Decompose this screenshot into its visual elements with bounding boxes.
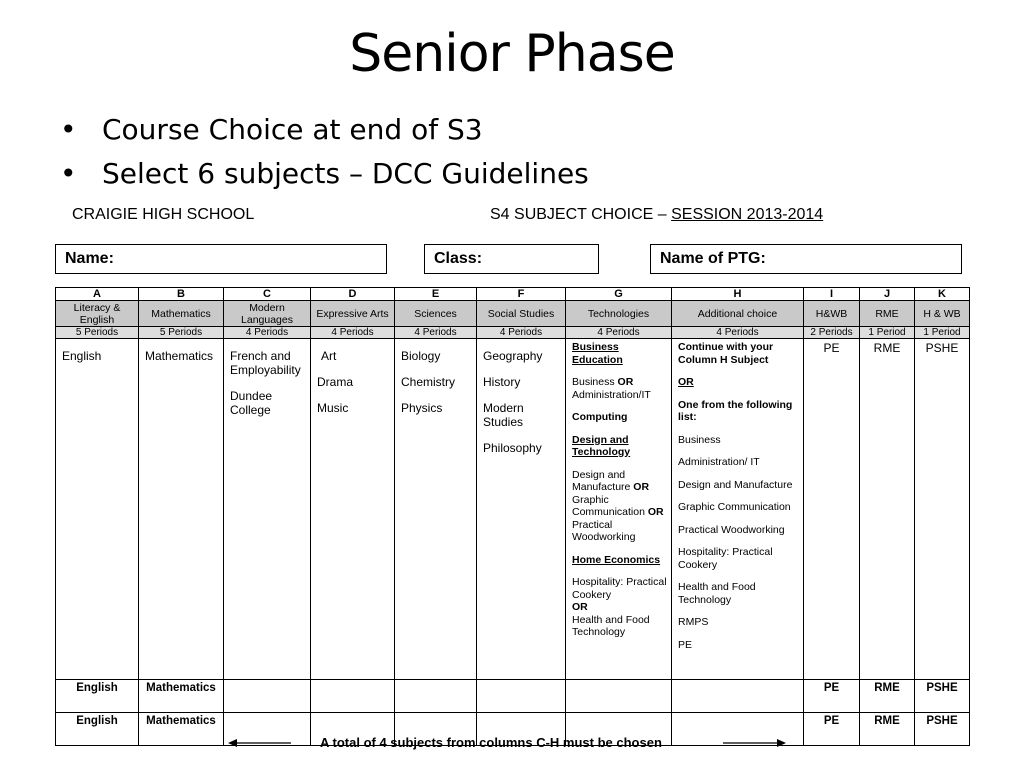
option-item: Drama [317,375,354,389]
column-subject: Technologies [566,301,672,327]
column-subject-row [56,301,970,327]
option-text: Graphic Communication [572,493,645,518]
option-item: French and Employability [230,349,301,377]
or-label: OR [617,376,634,388]
option-item: Music [317,401,349,415]
options-row [56,339,970,680]
column-letter: E [395,288,477,301]
table-cell: English [56,680,139,713]
option-item: Graphic Communication [678,501,791,513]
column-periods: 4 Periods [566,327,672,339]
footer-note: A total of 4 subjects from columns C-H must be chosen [320,735,662,750]
table-cell [672,680,804,713]
column-subject: Additional choice [672,301,804,327]
option-item: History [483,375,521,389]
option-item: Practical Woodworking [678,523,785,536]
session-year: SESSION 2013-2014 [671,206,824,223]
option-item: Chemistry [401,375,456,389]
table-cell: PSHE [915,713,970,746]
option-item: Health and Food Technology [678,581,756,606]
options-cell-g [566,339,672,680]
table-cell: PE [804,713,860,746]
option-item [572,469,667,544]
bullet-item: • Select 6 subjects – DCC Guidelines [60,154,589,198]
table-cell [566,680,672,713]
options-cell-b [139,339,224,680]
option-item: English [62,349,102,363]
option-item: Geography [483,349,543,363]
column-periods: 4 Periods [311,327,395,339]
table-cell: PSHE [915,680,970,713]
options-cell-d [311,339,395,680]
option-item: RME [873,341,901,355]
class-field: Class: [424,244,599,274]
table-cell: RME [860,680,915,713]
column-letter: I [804,288,860,301]
table-cell [477,680,566,713]
column-periods: 4 Periods [477,327,566,339]
table-cell: Mathematics [139,680,224,713]
table-cell [224,680,311,713]
session-prefix: S4 SUBJECT CHOICE – [490,206,672,223]
or-label: OR [633,481,650,493]
table-cell: RME [860,713,915,746]
column-letter: G [566,288,672,301]
option-item: Art [321,349,337,363]
table-cell [311,680,395,713]
option-text: Administration/IT [572,388,651,401]
option-item: Physics [401,401,443,415]
option-item: Hospitality: Practical Cookery [678,546,773,571]
options-cell-j [860,339,915,680]
option-item: Modern Studies [483,401,524,429]
column-letter: H [672,288,804,301]
column-letter-row [56,288,970,301]
option-item: Hospitality: Practical Cookery [572,576,667,601]
column-letter: B [139,288,224,301]
column-subject: Social Studies [477,301,566,327]
or-label: OR [647,506,664,518]
options-cell-e [395,339,477,680]
column-letter: C [224,288,311,301]
column-letter: D [311,288,395,301]
options-cell-c [224,339,311,680]
option-item: Dundee College [230,389,273,417]
table-cell: English [56,713,139,746]
table-cell: PE [804,680,860,713]
option-text: Practical Woodworking [572,518,636,543]
column-subject: Literacy & English [56,301,139,327]
session-heading [490,206,823,224]
option-heading: One from the following list: [678,398,793,423]
column-periods: 1 Period [860,327,915,339]
option-item: Biology [401,349,441,363]
fixed-subject-row [56,680,970,713]
school-name: CRAIGIE HIGH SCHOOL [72,206,255,223]
option-item: Administration/ IT [678,456,760,468]
column-subject: Expressive Arts [311,301,395,327]
option-item: PE [823,341,840,355]
column-periods: 4 Periods [395,327,477,339]
ptg-field: Name of PTG: [650,244,962,274]
column-periods: 5 Periods [56,327,139,339]
column-periods: 1 Period [915,327,970,339]
right-arrow-icon [722,737,786,749]
option-item: PE [678,638,693,651]
options-cell-f [477,339,566,680]
column-periods: 4 Periods [672,327,804,339]
column-periods-row [56,327,970,339]
option-text: Design and Manufacture [572,468,631,493]
option-heading: Design and Technology [572,433,631,458]
option-item: Business [678,433,721,446]
column-letter: A [56,288,139,301]
option-heading: Home Economics [572,553,661,566]
options-cell-h [672,339,804,680]
table-cell [395,680,477,713]
options-cell-i [804,339,860,680]
name-field: Name: [55,244,387,274]
bullet-item: • Course Choice at end of S3 [60,110,589,154]
column-letter: F [477,288,566,301]
column-subject: Mathematics [139,301,224,327]
option-item: Mathematics [145,349,214,363]
option-item: Philosophy [483,441,542,455]
column-subject: H&WB [804,301,860,327]
bullet-list [60,110,589,198]
options-cell-a [56,339,139,680]
column-letter: J [860,288,915,301]
column-periods: 5 Periods [139,327,224,339]
option-heading: Continue with your Column H Subject [678,341,774,366]
or-label: OR [678,376,694,388]
option-item: PSHE [925,341,959,355]
subject-choice-table [55,287,970,746]
option-text: Business [572,376,615,388]
column-periods: 4 Periods [224,327,311,339]
option-item: Design and Manufacture [678,478,793,491]
option-heading: Computing [572,411,628,423]
table-cell: Mathematics [139,713,224,746]
column-letter: K [915,288,970,301]
column-subject: Modern Languages [224,301,311,327]
column-periods: 2 Periods [804,327,860,339]
options-cell-k [915,339,970,680]
option-item [572,376,667,401]
slide-title: Senior Phase [349,24,675,84]
option-item: RMPS [678,616,709,628]
left-arrow-icon [228,737,292,749]
column-subject: RME [860,301,915,327]
or-label: OR [572,601,588,613]
column-subject: H & WB [915,301,970,327]
option-heading: Business Education [572,341,623,366]
option-item: Health and Food Technology [572,613,650,638]
column-subject: Sciences [395,301,477,327]
